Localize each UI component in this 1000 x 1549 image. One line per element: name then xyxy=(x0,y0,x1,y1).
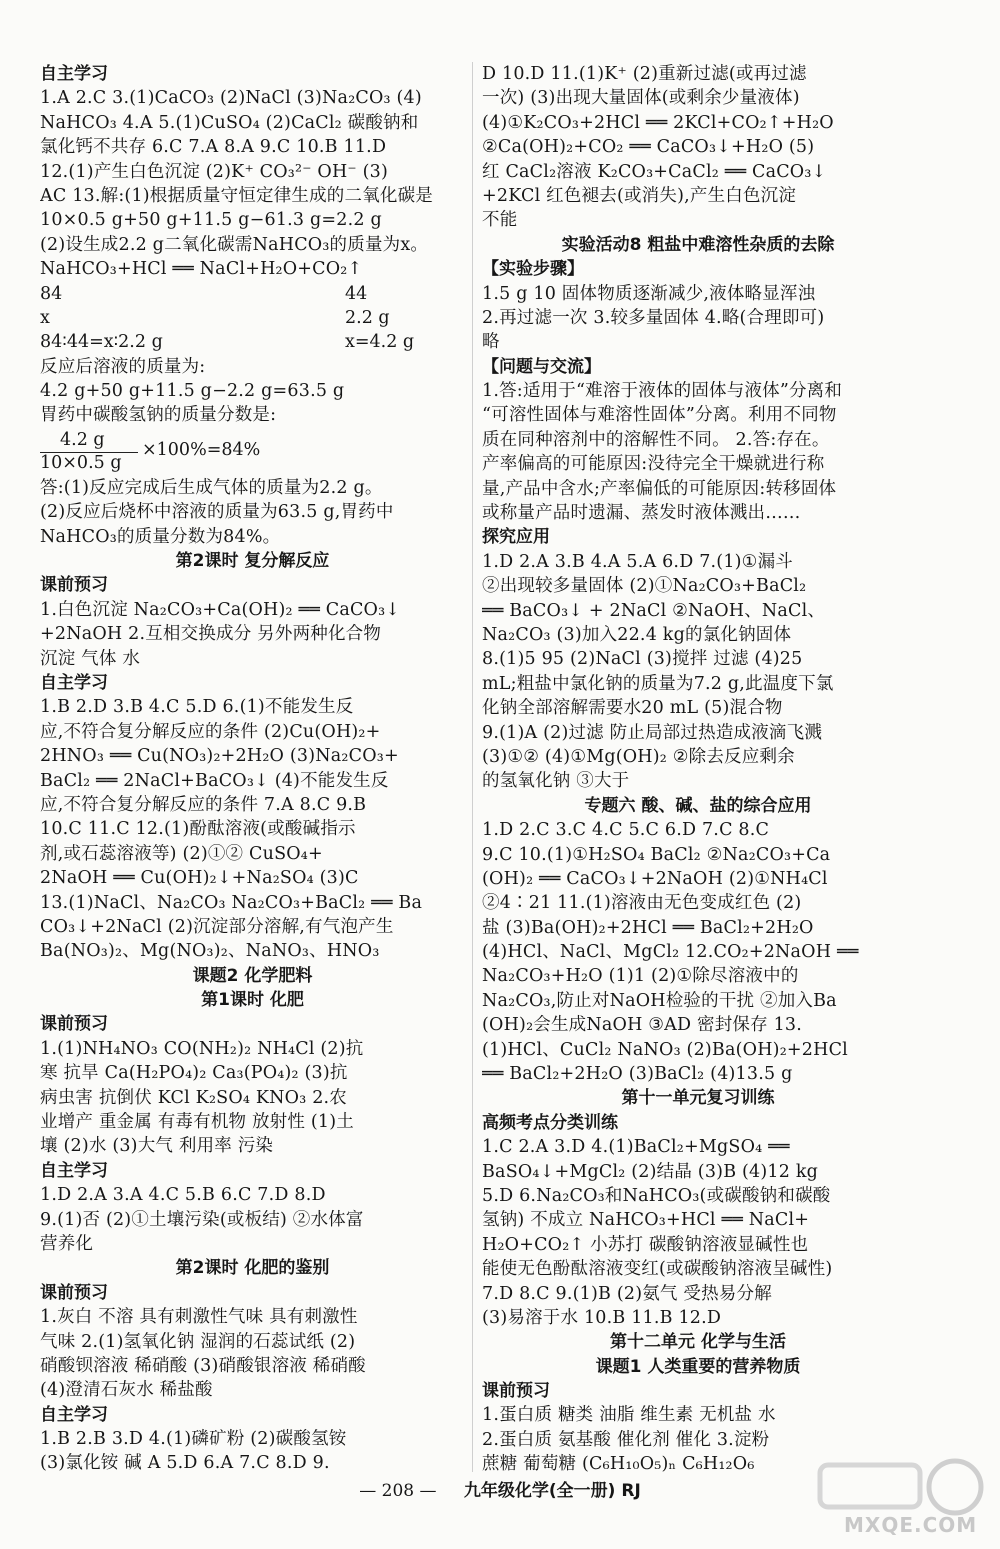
calc-row xyxy=(40,330,465,354)
text-line: 1.D 2.A 3.B 4.A 5.A 6.D 7.(1)①漏斗 xyxy=(482,551,793,572)
section-heading: 自主学习 xyxy=(40,1404,108,1425)
text-line: 2NaOH ══ Cu(OH)₂↓+Na₂SO₄ (3)C xyxy=(40,868,359,889)
text-line: 剂,或石蕊溶液等) (2)①② CuSO₄+ xyxy=(40,843,323,864)
text-line: (3)①② (4)①Mg(OH)₂ ②除去反应剩余 xyxy=(482,746,795,767)
text-line: 1.C 2.A 3.D 4.(1)BaCl₂+MgSO₄ ══ xyxy=(482,1137,790,1158)
text-line: (OH)₂ ══ CaCO₃↓+2NaOH (2)①NH₄Cl xyxy=(482,868,828,889)
text-line: (OH)₂会生成NaOH ③AD 密封保存 13. xyxy=(482,1015,803,1036)
text-line: 1.D 2.C 3.C 4.C 5.C 6.D 7.C 8.C xyxy=(482,820,770,841)
text-line: 胃药中碳酸氢钠的质量分数是: xyxy=(40,405,277,426)
section-heading: 【问题与交流】 xyxy=(482,356,601,377)
calc-row xyxy=(40,306,465,330)
watermark-text: MXQE.COM xyxy=(844,1513,978,1537)
text-line: (4)①K₂CO₃+2HCl ══ 2KCl+CO₂↑+H₂O xyxy=(482,112,834,133)
text-line: Ba(NO₃)₂、Mg(NO₃)₂、NaNO₃、HNO₃ xyxy=(40,941,380,962)
right-column xyxy=(482,62,914,1477)
calc-left: 84 xyxy=(40,283,63,304)
fraction-expression xyxy=(40,428,465,476)
text-line: (4)澄清石灰水 稀盐酸 xyxy=(40,1380,213,1401)
text-line: 应,不符合复分解反应的条件 7.A 8.C 9.B xyxy=(40,794,367,815)
text-line: ②出现较多量固体 (2)①Na₂CO₃+BaCl₂ xyxy=(482,576,807,597)
section-heading: 课前预习 xyxy=(40,1014,108,1035)
text-line: 1.答:适用于“难溶于液体的固体与液体”分离和 xyxy=(482,381,843,402)
text-line: 病虫害 抗倒伏 KCl K₂SO₄ KNO₃ 2.农 xyxy=(40,1087,347,1108)
text-line: 不能 xyxy=(482,210,518,231)
text-line: 的氢氧化钠 ③大于 xyxy=(482,771,630,792)
column-divider xyxy=(472,62,473,1472)
lesson-title: 课题1 人类重要的营养物质 xyxy=(595,1356,801,1377)
text-line: NaHCO₃+HCl ══ NaCl+H₂O+CO₂↑ xyxy=(40,259,363,280)
lesson-title: 专题六 酸、碱、盐的综合应用 xyxy=(584,795,812,816)
text-line: 红 CaCl₂溶液 K₂CO₃+CaCl₂ ══ CaCO₃↓ xyxy=(482,161,827,182)
section-heading: 高频考点分类训练 xyxy=(482,1112,618,1133)
text-line: 答:(1)反应完成后生成气体的质量为2.2 g。 xyxy=(40,477,383,498)
section-heading: 自主学习 xyxy=(40,64,108,84)
lesson-title: 第1课时 化肥 xyxy=(201,990,304,1011)
text-line: 一次) (3)出现大量固体(或剩余少量液体) xyxy=(482,88,800,109)
text-line: Na₂CO₃ (3)加入22.4 kg的氯化钠固体 xyxy=(482,624,792,645)
section-heading: 课前预习 xyxy=(40,575,108,596)
text-line: Na₂CO₃,防止对NaOH检验的干扰 ②加入Ba xyxy=(482,990,837,1011)
lesson-title: 第2课时 化肥的鉴别 xyxy=(175,1258,330,1279)
text-line: 12.(1)产生白色沉淀 (2)K⁺ CO₃²⁻ OH⁻ (3) xyxy=(40,161,389,182)
text-line: 1.A 2.C 3.(1)CaCO₃ (2)NaCl (3)Na₂CO₃ (4) xyxy=(40,88,422,109)
section-heading: 课前预习 xyxy=(482,1381,550,1402)
section-heading: 探究应用 xyxy=(482,527,550,548)
text-line: ══ BaCO₃↓ + 2NaCl ②NaOH、NaCl、 xyxy=(482,600,826,621)
text-line: 量,产品中含水;产率偏低的可能原因:转移固体 xyxy=(482,478,837,499)
text-line: (4)HCl、NaCl、MgCl₂ 12.CO₂+2NaOH ══ xyxy=(482,942,859,963)
text-line: 13.(1)NaCl、Na₂CO₃ Na₂CO₃+BaCl₂ ══ Ba xyxy=(40,892,423,913)
text-line: Na₂CO₃+H₂O (1)1 (2)①除尽溶液中的 xyxy=(482,966,799,987)
text-line: +2KCl 红色褪去(或消失),产生白色沉淀 xyxy=(482,185,797,206)
calc-right: 2.2 g xyxy=(345,307,390,328)
text-line: 气味 2.(1)氢氧化钠 湿润的石蕊试纸 (2) xyxy=(40,1331,356,1352)
lesson-title: 第2课时 复分解反应 xyxy=(175,551,330,572)
text-line: 1.B 2.B 3.D 4.(1)磷矿粉 (2)碳酸氢铵 xyxy=(40,1429,347,1450)
text-line: 2.再过滤一次 3.较多量固体 4.略(合理即可) xyxy=(482,307,825,328)
text-line: 质在同种溶剂中的溶解性不同。 2.答:存在。 xyxy=(482,429,830,450)
text-line: 盐 (3)Ba(OH)₂+2HCl ══ BaCl₂+2H₂O xyxy=(482,917,814,938)
text-line: 2.蛋白质 氨基酸 催化剂 催化 3.淀粉 xyxy=(482,1429,770,1450)
text-line: 营养化 xyxy=(40,1233,94,1254)
calc-left: 84∶44=x∶2.2 g xyxy=(40,332,163,353)
text-line: 1.蛋白质 糖类 油脂 维生素 无机盐 水 xyxy=(482,1405,776,1426)
lesson-title: 实验活动8 粗盐中难溶性杂质的去除 xyxy=(561,234,835,255)
lesson-title: 课题2 化学肥料 xyxy=(192,965,313,986)
watermark-logo xyxy=(800,1455,990,1535)
text-line: 1.白色沉淀 Na₂CO₃+Ca(OH)₂ ══ CaCO₃↓ xyxy=(40,599,401,620)
text-line: AC 13.解:(1)根据质量守恒定律生成的二氧化碳是 xyxy=(40,185,434,206)
text-line: 能使无色酚酞溶液变红(或碳酸钠溶液呈碱性) xyxy=(482,1259,833,1280)
section-heading: 【实验步骤】 xyxy=(482,259,584,280)
text-line: H₂O+CO₂↑ 小苏打 碳酸钠溶液显碱性也 xyxy=(482,1234,809,1255)
text-line: NaHCO₃ 4.A 5.(1)CuSO₄ (2)CaCl₂ 碳酸钠和 xyxy=(40,112,419,133)
text-line: 1.(1)NH₄NO₃ CO(NH₂)₂ NH₄Cl (2)抗 xyxy=(40,1038,364,1059)
lesson-title: 第十二单元 化学与生活 xyxy=(610,1332,786,1353)
text-line: D 10.D 11.(1)K⁺ (2)重新过滤(或再过滤 xyxy=(482,64,807,84)
text-line: NaHCO₃的质量分数为84%。 xyxy=(40,526,281,547)
calc-right: x=4.2 g xyxy=(345,332,415,353)
text-line: +2NaOH 2.互相交换成分 另外两种化合物 xyxy=(40,624,382,645)
text-line: 应,不符合复分解反应的条件 (2)Cu(OH)₂+ xyxy=(40,721,381,742)
page-number: — 208 — xyxy=(359,1481,437,1501)
text-line: ══ BaCl₂+2H₂O (3)BaCl₂ (4)13.5 g xyxy=(482,1064,793,1085)
text-line: (3)氯化铵 碱 A 5.D 6.A 7.C 8.D 9. xyxy=(40,1453,330,1474)
fraction-denominator: 10×0.5 g xyxy=(40,452,122,473)
text-line: 业增产 重金属 有毒有机物 放射性 (1)土 xyxy=(40,1112,354,1133)
text-line: 7.D 8.C 9.(1)B (2)氨气 受热易分解 xyxy=(482,1283,772,1304)
text-line: “可溶性固体与难溶性固体”分离。利用不同物 xyxy=(482,405,837,426)
text-line: 1.5 g 10 固体物质逐渐减少,液体略显浑浊 xyxy=(482,283,816,304)
text-line: mL;粗盐中氯化钠的质量为7.2 g,此温度下氯 xyxy=(482,673,834,694)
calc-left: x xyxy=(40,307,50,328)
left-column xyxy=(40,62,465,1476)
text-line: 略 xyxy=(482,332,500,353)
text-line: 2HNO₃ ══ Cu(NO₃)₂+2H₂O (3)Na₂CO₃+ xyxy=(40,746,399,767)
text-line: (2)设生成2.2 g二氧化碳需NaHCO₃的质量为x。 xyxy=(40,234,429,255)
lesson-title: 第十一单元复习训练 xyxy=(621,1088,775,1109)
text-line: 9.C 10.(1)①H₂SO₄ BaCl₂ ②Na₂CO₃+Ca xyxy=(482,844,831,865)
text-line: 蔗糖 葡萄糖 (C₆H₁₀O₅)ₙ C₆H₁₂O₆ xyxy=(482,1454,755,1475)
calc-right: 44 xyxy=(345,283,368,304)
text-line: ②Ca(OH)₂+CO₂ ══ CaCO₃↓+H₂O (5) xyxy=(482,137,815,158)
text-line: (2)反应后烧杯中溶液的质量为63.5 g,胃药中 xyxy=(40,502,394,523)
text-line: 1.灰白 不溶 具有刺激性气味 具有刺激性 xyxy=(40,1307,358,1328)
text-line: 9.(1)A (2)过滤 防止局部过热造成液滴飞溅 xyxy=(482,722,823,743)
book-title: 九年级化学(全一册) RJ xyxy=(463,1481,641,1501)
text-line: 反应后溶液的质量为: xyxy=(40,356,206,377)
text-line: 壤 (2)水 (3)大气 利用率 污染 xyxy=(40,1136,274,1157)
section-heading: 自主学习 xyxy=(40,1160,108,1181)
text-line: 9.(1)否 (2)①土壤污染(或板结) ②水体富 xyxy=(40,1209,364,1230)
calc-row xyxy=(40,282,465,306)
text-line: 10.C 11.C 12.(1)酚酞溶液(或酸碱指示 xyxy=(40,819,356,840)
text-line: (1)HCl、CuCl₂ NaNO₃ (2)Ba(OH)₂+2HCl xyxy=(482,1039,848,1060)
text-line: 1.D 2.A 3.A 4.C 5.B 6.C 7.D 8.D xyxy=(40,1185,326,1206)
text-line: 寒 抗旱 Ca(H₂PO₄)₂ Ca₃(PO₄)₂ (3)抗 xyxy=(40,1063,348,1084)
text-line: 产率偏高的可能原因:没待完全干燥就进行称 xyxy=(482,454,825,475)
text-line: BaSO₄↓+MgCl₂ (2)结晶 (3)B (4)12 kg xyxy=(482,1161,819,1182)
fraction-result: ×100%=84% xyxy=(142,439,261,460)
text-line: 化钠全部溶解需要水20 mL (5)混合物 xyxy=(482,698,783,719)
text-line: 4.2 g+50 g+11.5 g−2.2 g=63.5 g xyxy=(40,381,345,402)
section-heading: 自主学习 xyxy=(40,672,108,693)
text-line: CO₃↓+2NaCl (2)沉淀部分溶解,有气泡产生 xyxy=(40,916,394,937)
text-line: 硝酸钡溶液 稀硝酸 (3)硝酸银溶液 稀硝酸 xyxy=(40,1355,366,1376)
text-line: 1.B 2.D 3.B 4.C 5.D 6.(1)不能发生反 xyxy=(40,697,354,718)
text-line: 8.(1)5 95 (2)NaCl (3)搅拌 过滤 (4)25 xyxy=(482,649,803,670)
text-line: (3)易溶于水 10.B 11.B 12.D xyxy=(482,1307,722,1328)
text-line: ②4∶21 11.(1)溶液由无色变成红色 (2) xyxy=(482,893,802,914)
text-line: 10×0.5 g+50 g+11.5 g−61.3 g=2.2 g xyxy=(40,210,382,231)
fraction-numerator: 4.2 g xyxy=(60,429,105,450)
text-line: 5.D 6.Na₂CO₃和NaHCO₃(或碳酸钠和碳酸 xyxy=(482,1185,831,1206)
text-line: 氯化钙不共存 6.C 7.A 8.A 9.C 10.B 11.D xyxy=(40,137,387,158)
text-line: 沉淀 气体 水 xyxy=(40,648,141,669)
text-line: 氢钠) 不成立 NaHCO₃+HCl ══ NaCl+ xyxy=(482,1210,810,1231)
section-heading: 课前预习 xyxy=(40,1282,108,1303)
text-line: 或称量产品时遗漏、蒸发时液体溅出…… xyxy=(482,503,801,524)
text-line: BaCl₂ ══ 2NaCl+BaCO₃↓ (4)不能发生反 xyxy=(40,770,389,791)
